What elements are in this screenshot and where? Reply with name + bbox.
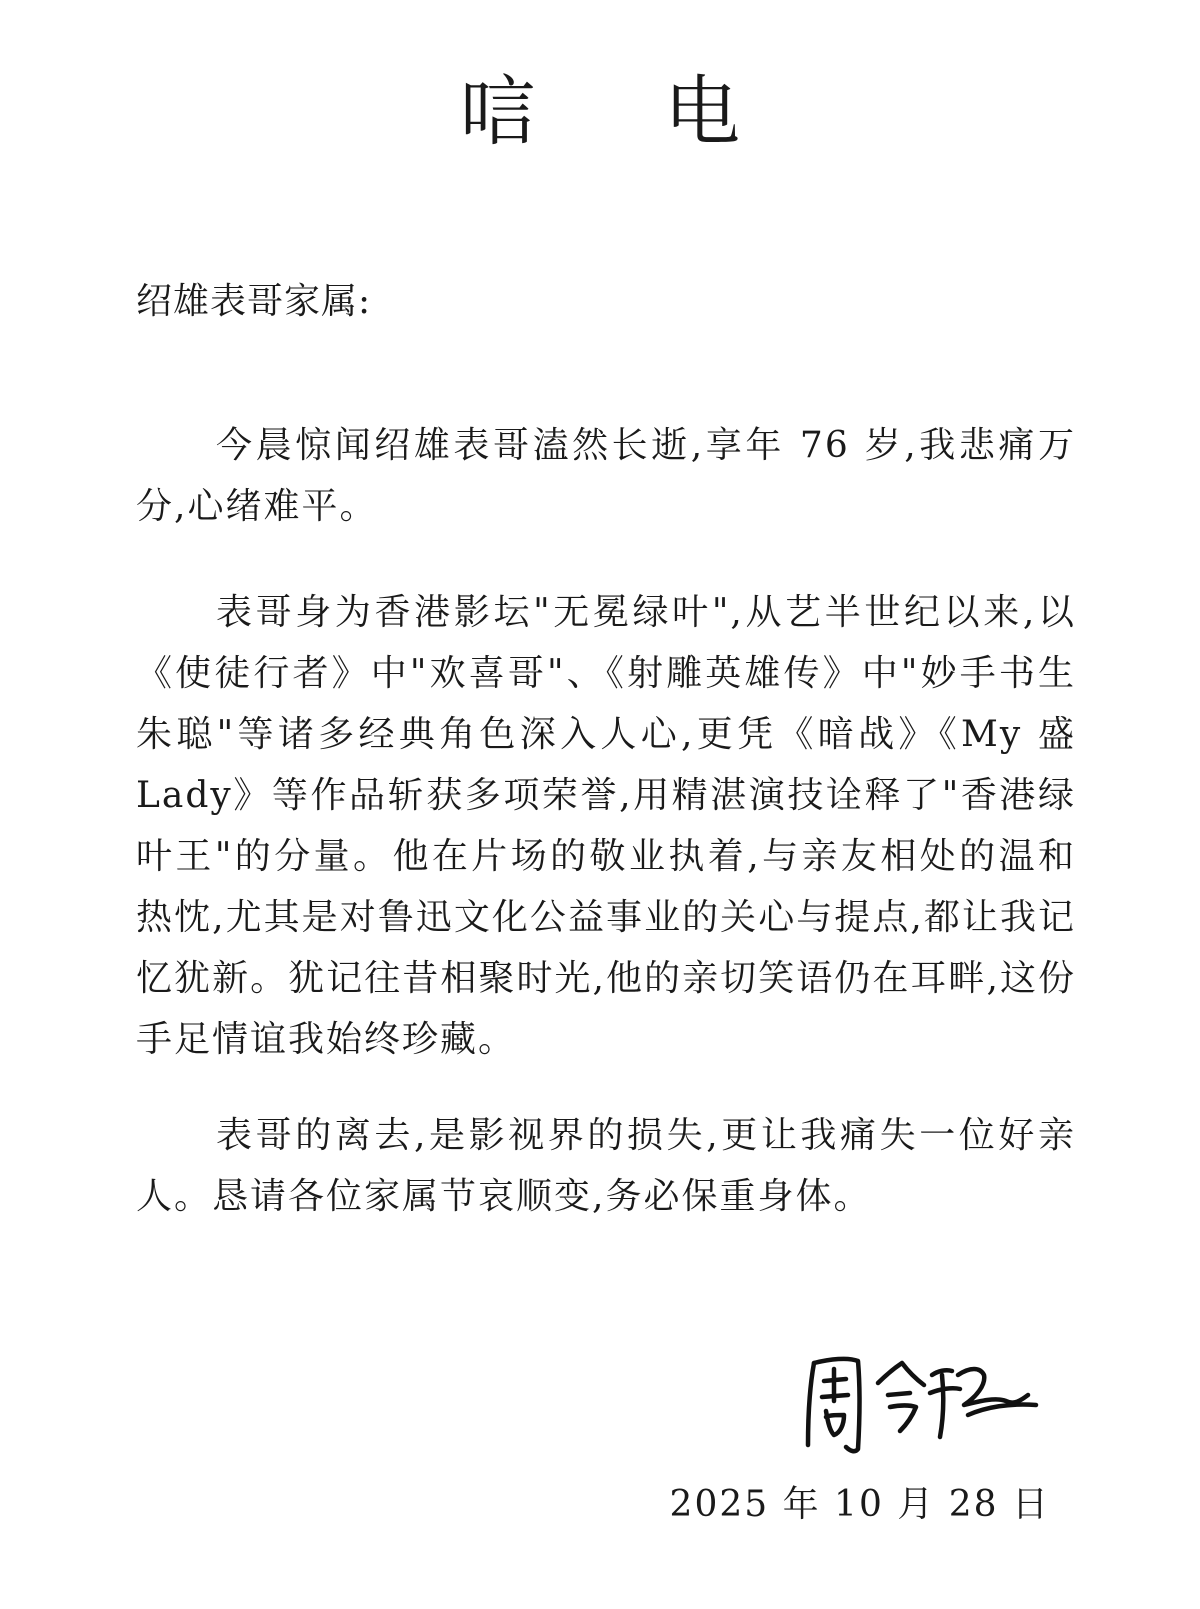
handwritten-signature [800, 1345, 1050, 1465]
letter-date: 2025 年 10 月 28 日 [669, 1484, 1050, 1525]
paragraph-3: 表哥的离去,是影视界的损失,更让我痛失一位好亲人。恳请各位家属节哀顺变,务必保重身体。 [136, 1115, 1076, 1217]
signature-icon [800, 1345, 1050, 1465]
paragraph-2: 表哥身为香港影坛"无冕绿叶",从艺半世纪以来,以《使徒行者》中"欢喜哥"、《射雕英雄传》中"妙手书生朱聪"等诸多经典角色深入人心,更凭《暗战》《My 盛 Lady》等作品斩获多项荣誉,用精湛演技诠释了"香港绿叶王"的分量。他在片场的敬业执着,与亲友相处的温和热忱,尤其是对鲁迅文化公益事业的关心与提点,都让我记忆犹新。犹记往昔相聚时光,他的亲切笑语仍在耳畔,这份手足情谊我始终珍藏。 [136, 592, 1076, 1060]
letter-title: 唁 电 [459, 67, 793, 156]
paragraph-1: 今晨惊闻绍雄表哥溘然长逝,享年 76 岁,我悲痛万分,心绪难平。 [136, 425, 1076, 527]
salutation: 绍雄表哥家属: [136, 281, 372, 322]
